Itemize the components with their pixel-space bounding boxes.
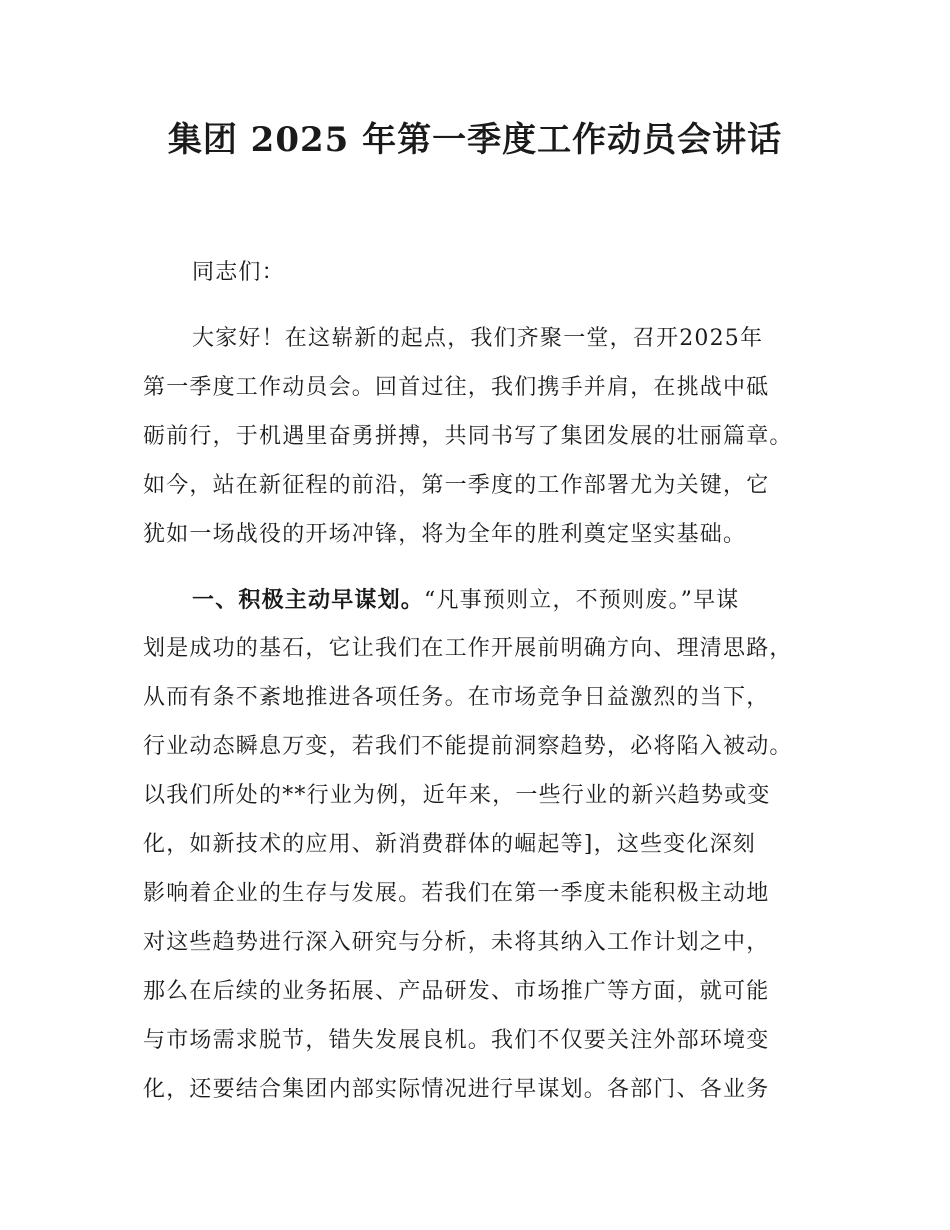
paragraph-line: 犹如一场战役的开场冲锋，将为全年的胜利奠定坚实基础。	[143, 522, 747, 547]
paragraph-line: 从而有条不紊地推进各项任务。在市场竞争日益激烈的当下，	[143, 685, 770, 710]
paragraph-line: 第一季度工作动员会。回首过往，我们携手并肩，在挑战中砥	[143, 375, 770, 400]
paragraph-line: 砺前行，于机遇里奋勇拼搏，共同书写了集团发展的壮丽篇章。	[143, 424, 793, 449]
paragraph-line: 与市场需求脱节，错失发展良机。我们不仅要关注外部环境变	[143, 1028, 770, 1053]
section-quote: “凡事预则立，不预则废。”早谋	[424, 588, 740, 613]
salutation: 同志们：	[192, 260, 285, 285]
paragraph-line: 行业动态瞬息万变，若我们不能提前洞察趋势，必将陷入被动。	[143, 734, 793, 759]
document-title: 集团 2025 年第一季度工作动员会讲话	[167, 120, 783, 160]
paragraph-line: 影响着企业的生存与发展。若我们在第一季度未能积极主动地	[143, 881, 770, 906]
paragraph-line: 大家好！在这崭新的起点，我们齐聚一堂，召开2025年	[192, 326, 764, 351]
paragraph-line: 化，如新技术的应用、新消费群体的崛起等]，这些变化深刻	[143, 832, 756, 857]
paragraph-line: 以我们所处的**行业为例，近年来，一些行业的新兴趋势或变	[143, 783, 771, 808]
paragraph-line: 划是成功的基石，它让我们在工作开展前明确方向、理清思路，	[143, 636, 793, 661]
paragraph-line: 如今，站在新征程的前沿，第一季度的工作部署尤为关键，它	[143, 473, 770, 498]
section-first-line	[192, 585, 740, 616]
section-heading: 一、积极主动早谋划。	[192, 587, 425, 613]
paragraph-line: 对这些趋势进行深入研究与分析，未将其纳入工作计划之中，	[143, 930, 770, 955]
paragraph-line: 化，还要结合集团内部实际情况进行早谋划。各部门、各业务	[143, 1077, 770, 1102]
paragraph-line: 那么在后续的业务拓展、产品研发、市场推广等方面，就可能	[143, 979, 770, 1004]
